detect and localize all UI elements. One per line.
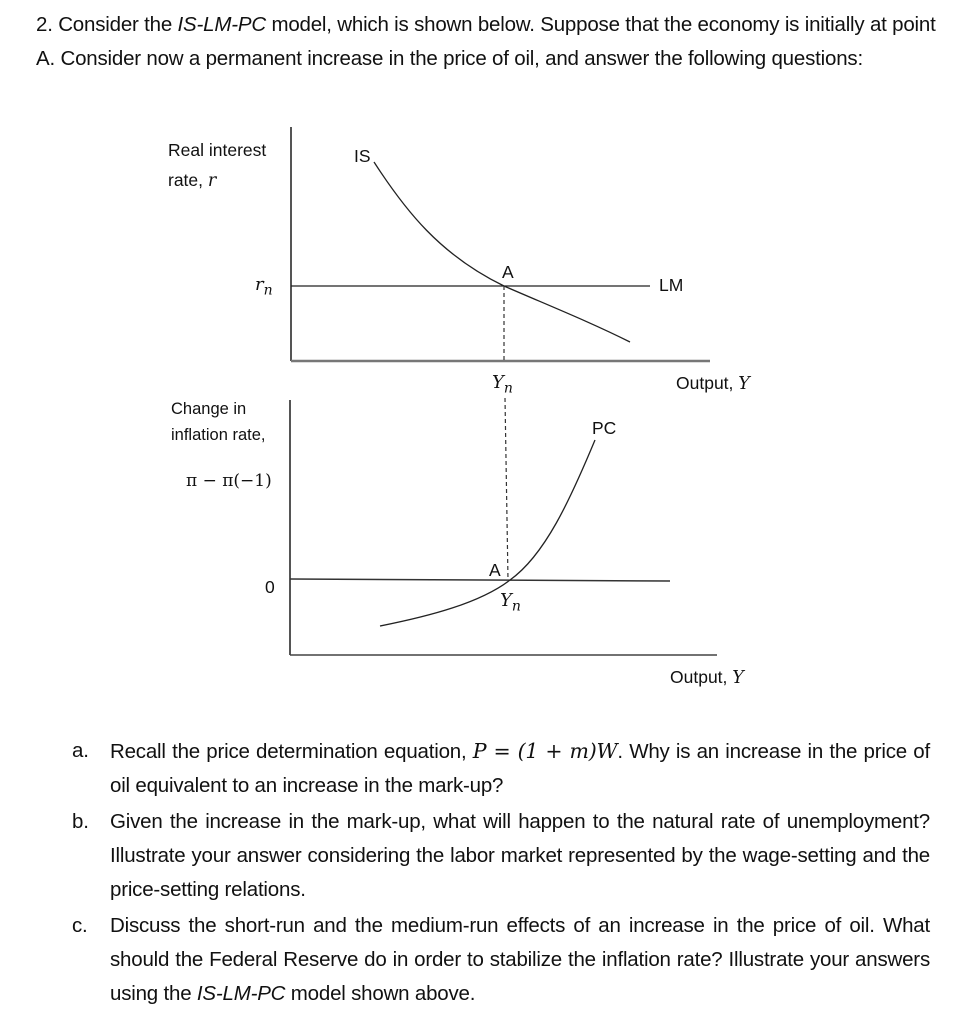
top-y-label-line2 xyxy=(168,167,266,194)
bottom-y-label-line1: Change in xyxy=(171,400,247,418)
pc-curve xyxy=(380,440,595,626)
top-x-axis-label xyxy=(676,370,750,397)
question-a-text-before: Recall the price determination equation, xyxy=(110,740,467,763)
question-b xyxy=(72,805,930,907)
top-y-label-symbol: r xyxy=(207,171,217,191)
question-a-text-after: . Why is an increase in the price of oil equivalent to an increase in the mark-up? xyxy=(110,740,930,797)
intro-text-after: model, which is shown below. Suppose that the economy is initially at point A. Consider now a permanent increase in the price of oil, and answer the following questions: xyxy=(36,13,936,70)
point-a-top: A xyxy=(502,262,514,282)
zero-label: 0 xyxy=(265,577,275,597)
model-name: IS-LM-PC xyxy=(177,13,266,36)
question-a xyxy=(72,734,930,803)
yn-label-bottom xyxy=(500,588,521,620)
lm-label: LM xyxy=(659,275,684,295)
bottom-y-label-formula: π − π(−1) xyxy=(186,471,272,491)
rn-label xyxy=(255,272,273,304)
is-label: IS xyxy=(354,146,371,166)
bottom-x-label-symbol: Y xyxy=(732,668,744,688)
pc-label: PC xyxy=(592,418,617,438)
question-a-marker: a. xyxy=(72,739,89,762)
is-curve xyxy=(374,162,630,342)
rn-symbol: r xyxy=(255,274,264,295)
bottom-y-label-line2: inflation rate, xyxy=(171,426,266,444)
yn-guide-bottom xyxy=(505,398,508,580)
top-x-label-text: Output, xyxy=(676,373,734,393)
rn-subscript: n xyxy=(263,282,273,299)
sub-questions xyxy=(72,734,930,1013)
price-equation: P = (1 + m)W xyxy=(472,739,618,763)
bottom-y-axis-label xyxy=(171,396,265,448)
question-c-text-after: model shown above. xyxy=(290,982,476,1005)
top-y-axis-label xyxy=(168,137,266,194)
point-a-bottom: A xyxy=(489,560,501,580)
bottom-x-axis-label xyxy=(670,664,744,691)
yn-subscript-bottom: n xyxy=(511,598,521,615)
bottom-x-label-text: Output, xyxy=(670,667,728,687)
top-y-label-text: rate, xyxy=(168,170,204,190)
yn-subscript-top: n xyxy=(503,380,513,397)
question-c xyxy=(72,909,930,1011)
zero-inflation-line xyxy=(290,579,670,581)
question-number: 2. xyxy=(36,13,53,36)
yn-label-top xyxy=(492,370,513,402)
question-b-marker: b. xyxy=(72,810,89,833)
question-c-marker: c. xyxy=(72,914,88,937)
yn-symbol-top: Y xyxy=(492,372,504,393)
intro-text-before: Consider the xyxy=(58,13,173,36)
top-y-label-line1: Real interest xyxy=(168,140,267,160)
question-c-model-name: IS-LM-PC xyxy=(196,982,286,1005)
question-b-text: Given the increase in the mark-up, what will happen to the natural rate of unemployment? Illustrate your answer considering the labor market represented by the wage-setting and the price-setting relations. xyxy=(110,810,930,901)
yn-symbol-bottom: Y xyxy=(500,590,512,611)
top-x-label-symbol: Y xyxy=(738,374,750,394)
question-c-text-before: Discuss the short-run and the medium-run effects of an increase in the price of oil. What should the Federal Reserve do in order to stabilize the inflation rate? Illustrate your answers using the xyxy=(110,914,930,1005)
